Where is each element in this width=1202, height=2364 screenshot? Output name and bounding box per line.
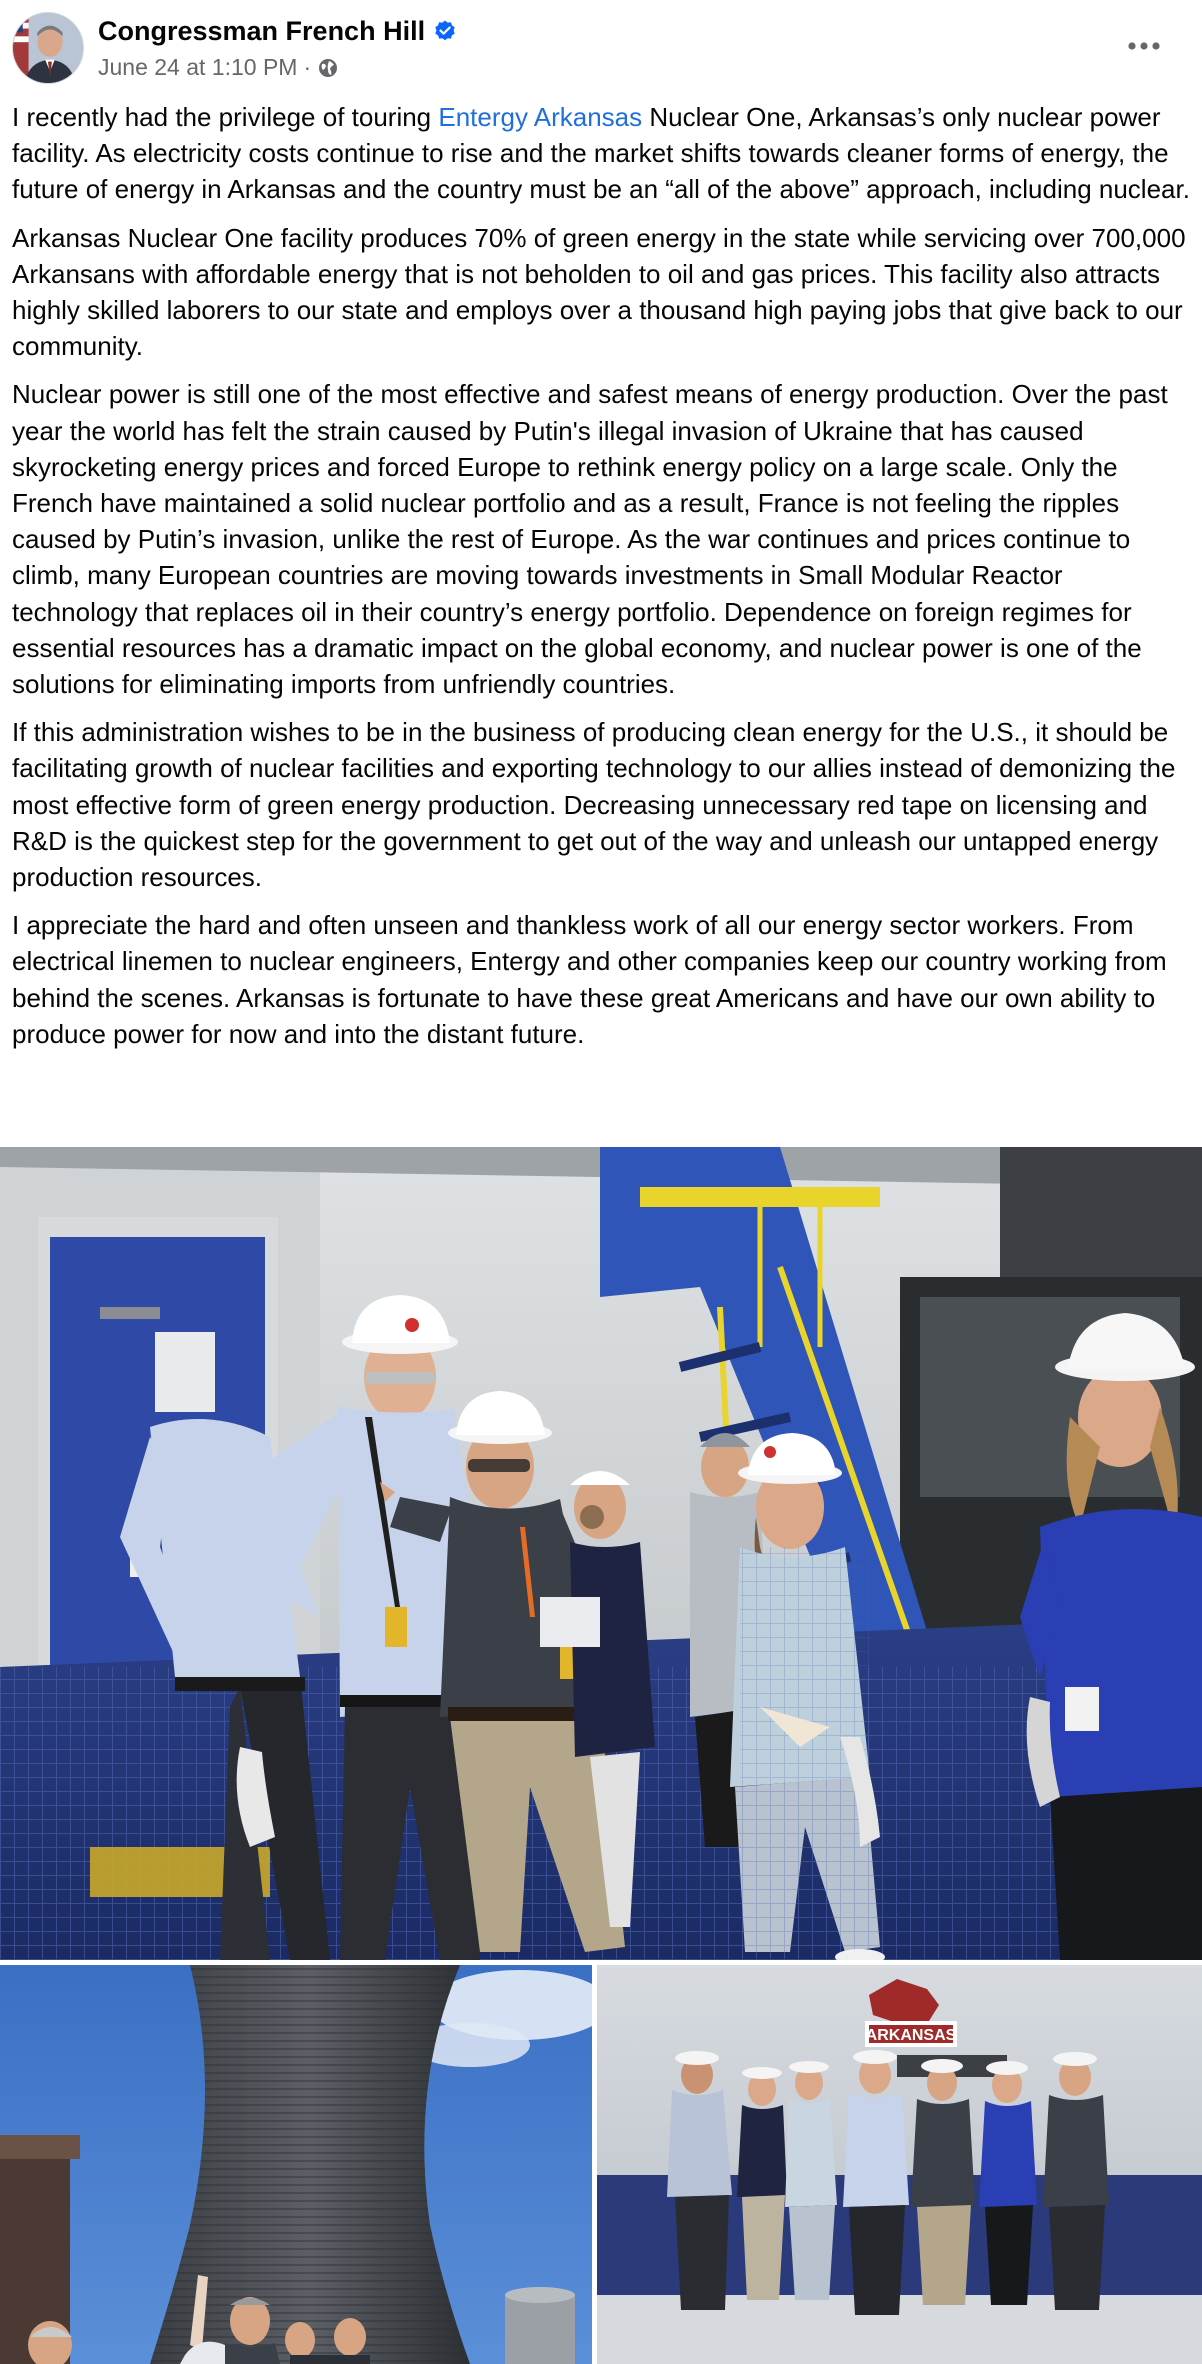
photo-sign-text: ARKANSAS [865,2027,957,2044]
more-options-button[interactable] [1124,26,1164,66]
photo-tour-group[interactable] [0,1147,1202,1960]
post-body [12,99,1192,1064]
more-options-icon [1127,41,1161,51]
meta-separator: · [303,54,312,80]
author-avatar[interactable] [12,12,84,84]
post-paragraph: Nuclear power is still one of the most effective and safest means of energy production. Over the past year the world has felt the strain caused by Putin's illegal invasion of Ukraine that has caused skyrocketing energy prices and forced Europe to rethink energy policy on a large scale. Only the French have maintained a solid nuclear portfolio and as a result, France is not feeling the ripples caused by Putin’s invasion, unlike the rest of Europe. As the war continues and prices continue to climb, many European countries are moving towards investments in Small Modular Reactor technology that replaces oil in their country’s energy portfolio. Dependence on foreign regimes for essential resources has a dramatic impact on the global economy, and nuclear power is one of the solutions for eliminating imports from unfriendly countries. [12,379,1168,700]
post-timestamp[interactable]: June 24 at 1:10 PM [98,54,298,80]
paragraph-text: I recently had the privilege of touring [12,102,439,132]
entergy-arkansas-link[interactable]: Entergy Arkansas [438,102,643,132]
post-paragraph [12,99,1192,208]
post-paragraph: Arkansas Nuclear One facility produces 70% of green energy in the state while servicing over 700,000 Arkansans with affordable energy that is not beholden to oil and gas prices. This facility also attracts highly skilled laborers to our state and employs over a thousand high paying jobs that give back to our community. [12,222,1186,362]
post-meta [98,52,339,82]
photo-grid [0,1147,1202,2364]
post-paragraph: If this administration wishes to be in the business of producing clean energy for the U.S., it should be facilitating growth of nuclear facilities and exporting technology to our allies instead of demonizing the most effective form of green energy production. Decreasing unnecessary red tape on licensing and R&D is the quickest step for the government to get out of the way and unleash our untapped energy production resources. [12,717,1176,893]
avatar-portrait-icon [13,13,83,83]
verified-badge-icon [433,19,457,43]
photo-cooling-tower[interactable] [0,1965,592,2364]
author-name[interactable]: Congressman French Hill [98,16,426,46]
post-paragraph: I appreciate the hard and often unseen and thankless work of all our energy sector workers. From electrical linemen to nuclear engineers, Entergy and other companies keep our country working from behind the scenes. Arkansas is fortunate to have these great Americans and have our own ability to produce power for now and into the distant future. [12,910,1167,1049]
post-header [0,0,1202,100]
photo-group-portrait[interactable] [597,1965,1202,2364]
paragraph-text: Nuclear One, Arkansas’s only nuclear power facility. As electricity costs continue to rise and the market shifts towards cleaner forms of energy, the future of energy in Arkansas and the country must be an “all of the above” approach, including nuclear. [12,102,1190,205]
globe-icon[interactable] [317,56,339,78]
